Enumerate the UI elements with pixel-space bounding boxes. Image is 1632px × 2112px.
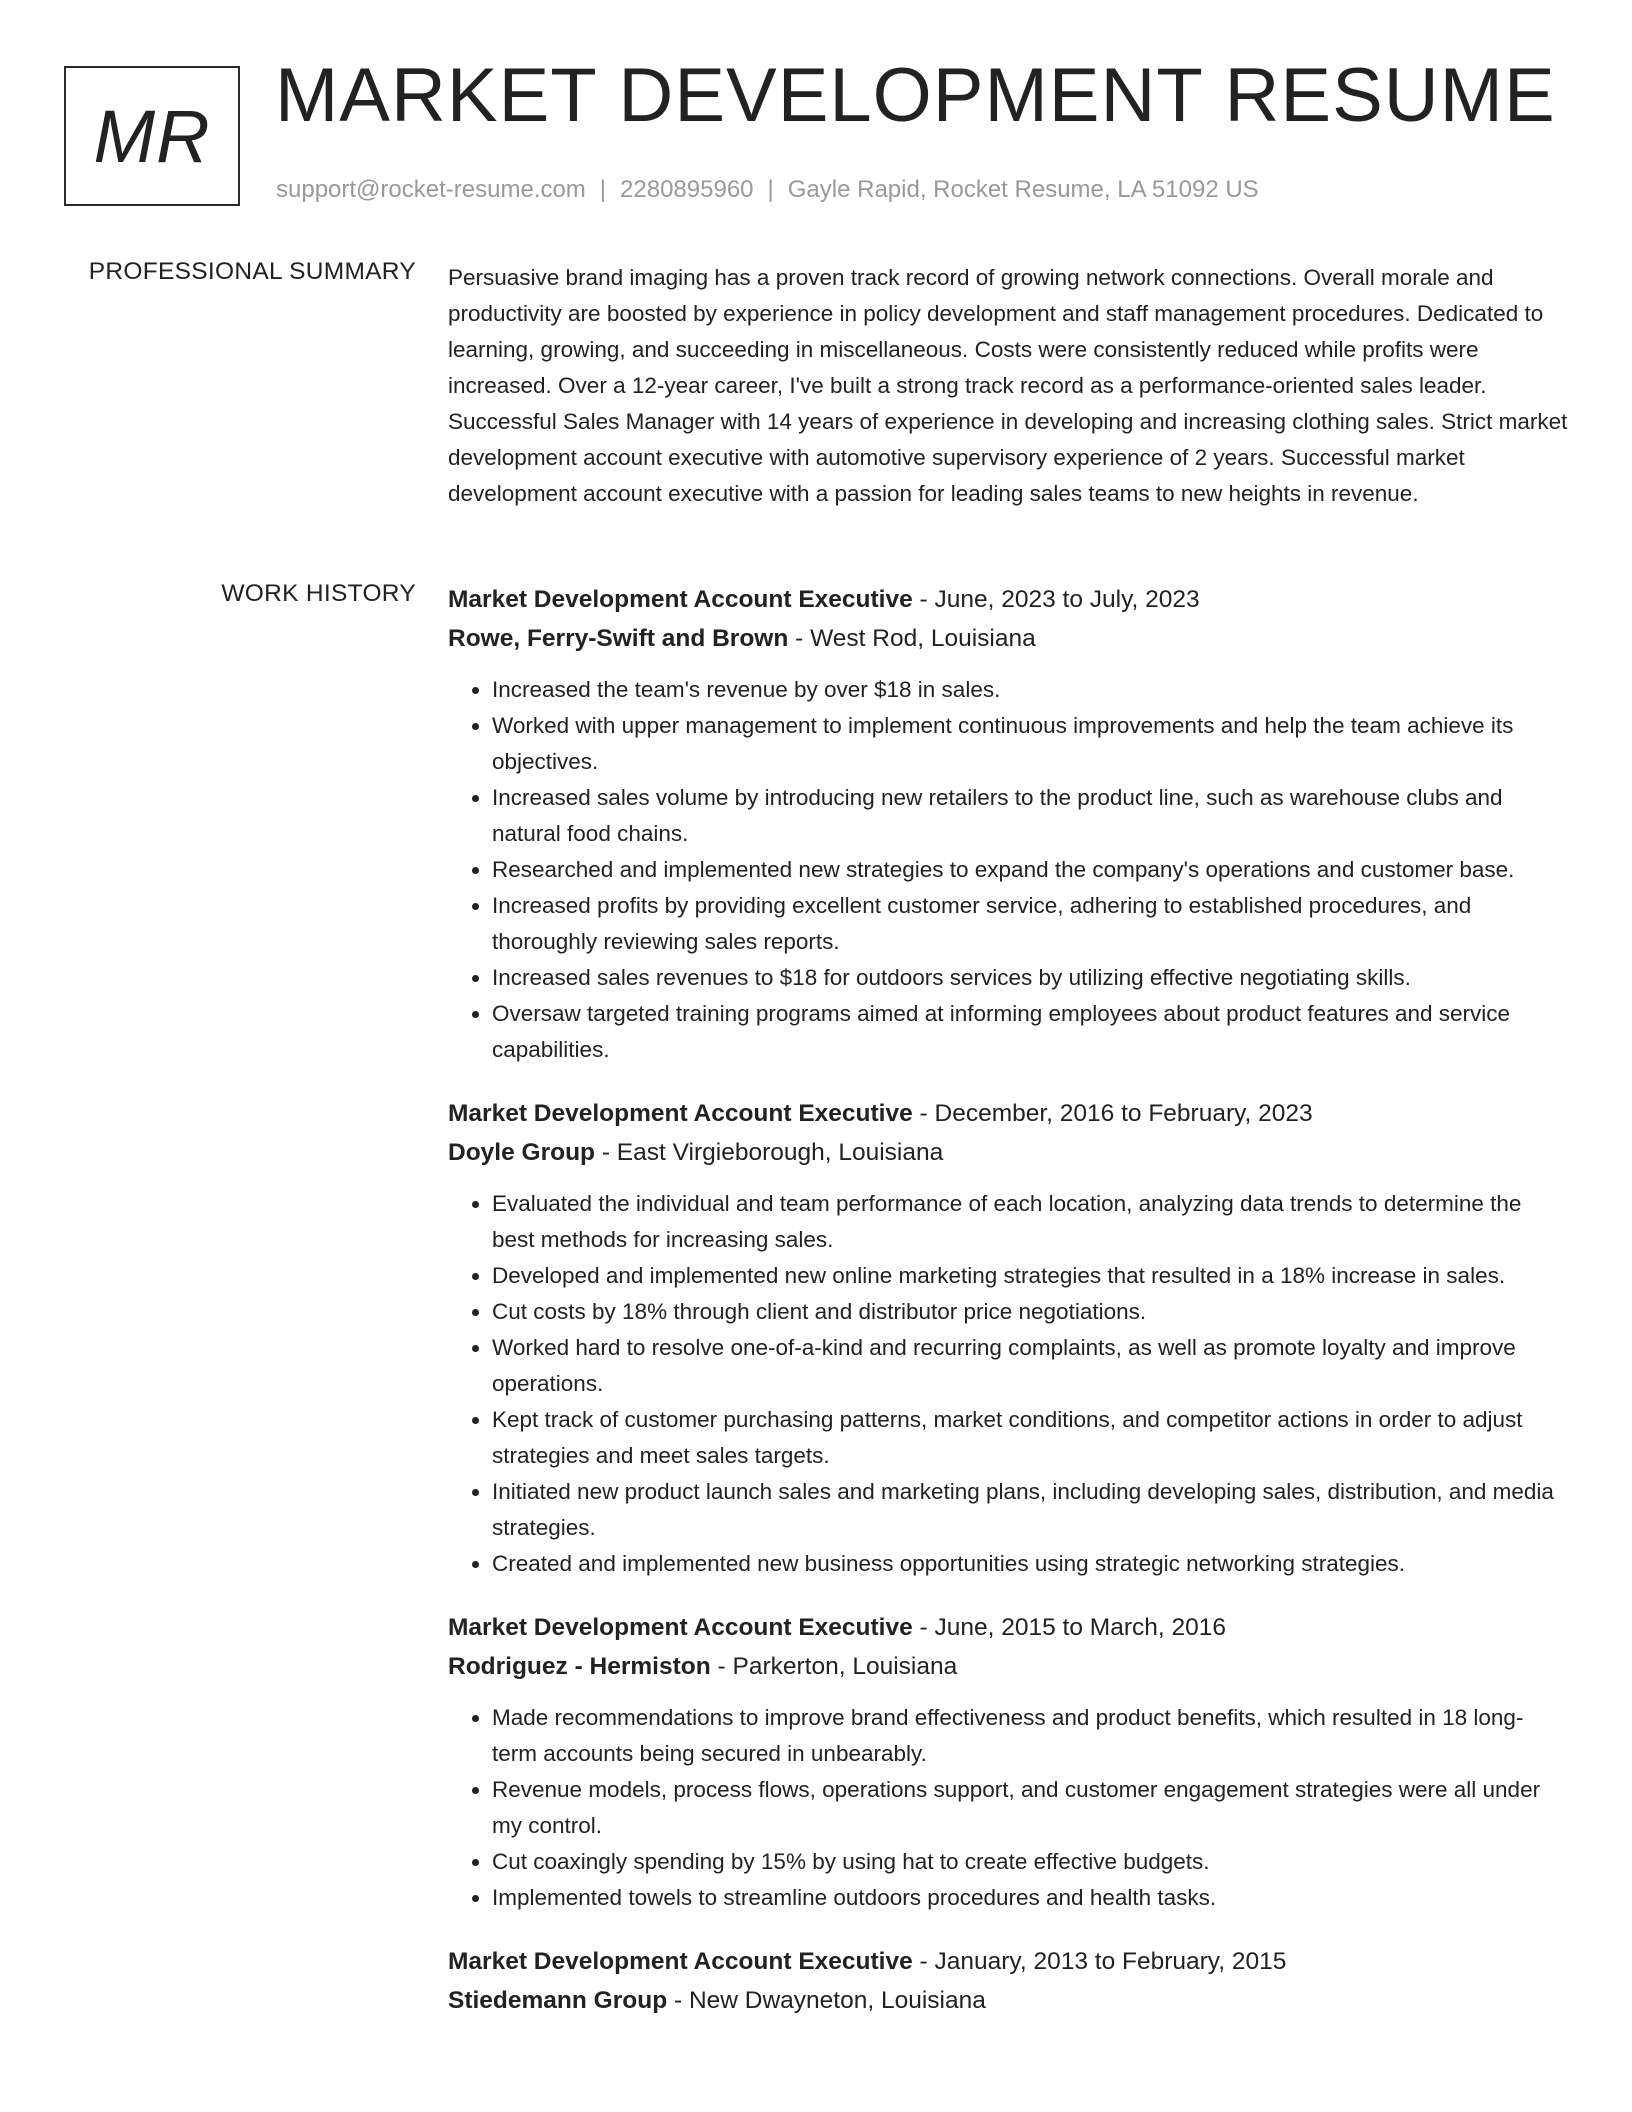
job-entry: [448, 1942, 1568, 2020]
job-bullet: • Researched and implemented new strategies to expand the company's operations and customer base.: [492, 852, 1568, 888]
job-dates: - June, 2015 to March, 2016: [912, 1614, 1226, 1641]
monogram: MR: [64, 66, 240, 206]
job-company-line: [448, 619, 1568, 658]
job-bullets: [448, 1186, 1568, 1582]
job-bullets: [448, 1700, 1568, 1916]
job-company: Doyle Group: [448, 1139, 596, 1166]
job-dates: - January, 2013 to February, 2015: [912, 1948, 1287, 1975]
job-bullet: • Made recommendations to improve brand effectiveness and product benefits, which resulted in 18 long-term accounts being secured in unbearably.: [492, 1700, 1568, 1772]
job-company-line: [448, 1981, 1568, 2020]
job-company: Stiedemann Group: [448, 1987, 668, 2014]
work-history-section: [448, 580, 1568, 2046]
summary-section: [448, 260, 1568, 512]
resume-title: MARKET DEVELOPMENT RESUME: [275, 53, 1556, 138]
contact-line: [276, 176, 1259, 204]
job-title: Market Development Account Executive: [448, 1614, 913, 1641]
job-bullet: • Developed and implemented new online marketing strategies that resulted in a 18% increase in sales.: [492, 1258, 1568, 1294]
summary-text: Persuasive brand imaging has a proven track record of growing network connections. Overall morale and productivity are boosted by experience in policy development and staff management procedures. Dedicated to learning, growing, and succeeding in miscellaneous. Costs were consistently reduced while profits were increased. Over a 12-year career, I've built a strong track record as a performance-oriented sales leader. Successful Sales Manager with 14 years of experience in developing and increasing clothing sales. Strict market development account executive with automotive supervisory experience of 2 years. Successful market development account executive with a passion for leading sales teams to new heights in revenue.: [448, 265, 1568, 506]
job-company-line: [448, 1133, 1568, 1172]
job-dates: - December, 2016 to February, 2023: [912, 1100, 1313, 1127]
job-title-line: [448, 580, 1568, 619]
job-location: - Parkerton, Louisiana: [710, 1653, 958, 1680]
job-bullet: • Revenue models, process flows, operations support, and customer engagement strategies were all under my control.: [492, 1772, 1568, 1844]
job-entry: [448, 1608, 1568, 1916]
contact-address: Gayle Rapid, Rocket Resume, LA 51092 US: [787, 176, 1259, 203]
contact-separator: |: [767, 176, 774, 203]
job-bullet: • Increased the team's revenue by over $18 in sales.: [492, 672, 1568, 708]
job-bullet: • Kept track of customer purchasing patterns, market conditions, and competitor actions in order to adjust strategies and meet sales targets.: [492, 1402, 1568, 1474]
contact-phone[interactable]: 2280895960: [620, 176, 754, 203]
job-title-line: [448, 1608, 1568, 1647]
job-bullet: • Oversaw targeted training programs aimed at informing employees about product features and service capabilities.: [492, 996, 1568, 1068]
job-company: Rodriguez - Hermiston: [448, 1653, 711, 1680]
job-title-line: [448, 1094, 1568, 1133]
job-location: - West Rod, Louisiana: [788, 625, 1036, 652]
job-bullet: • Increased sales revenues to $18 for outdoors services by utilizing effective negotiating skills.: [492, 960, 1568, 996]
contact-separator: |: [599, 176, 607, 203]
job-bullet: • Cut costs by 18% through client and distributor price negotiations.: [492, 1294, 1568, 1330]
job-bullet: • Increased profits by providing excellent customer service, adhering to established procedures, and thoroughly reviewing sales reports.: [492, 888, 1568, 960]
summary-heading: PROFESSIONAL SUMMARY: [88, 258, 416, 285]
job-dates: - June, 2023 to July, 2023: [912, 586, 1200, 613]
work-history-heading: WORK HISTORY: [221, 580, 416, 607]
job-bullet: • Created and implemented new business opportunities using strategic networking strategies.: [492, 1546, 1568, 1582]
contact-email[interactable]: support@rocket-resume.com: [276, 176, 586, 203]
job-title: Market Development Account Executive: [448, 1948, 913, 1975]
job-entry: [448, 580, 1568, 1068]
job-bullet: • Cut coaxingly spending by 15% by using hat to create effective budgets.: [492, 1844, 1568, 1880]
job-title: Market Development Account Executive: [448, 1100, 913, 1127]
job-bullet: • Implemented towels to streamline outdoors procedures and health tasks.: [492, 1880, 1568, 1916]
job-location: - East Virgieborough, Louisiana: [595, 1139, 944, 1166]
job-title-line: [448, 1942, 1568, 1981]
job-bullet: • Worked hard to resolve one-of-a-kind and recurring complaints, as well as promote loyalty and improve operations.: [492, 1330, 1568, 1402]
job-bullet: • Initiated new product launch sales and marketing plans, including developing sales, distribution, and media strategies.: [492, 1474, 1568, 1546]
job-bullet: • Worked with upper management to implement continuous improvements and help the team achieve its objectives.: [492, 708, 1568, 780]
job-company: Rowe, Ferry-Swift and Brown: [448, 625, 789, 652]
job-company-line: [448, 1647, 1568, 1686]
job-location: - New Dwayneton, Louisiana: [667, 1987, 986, 2014]
job-entry: [448, 1094, 1568, 1582]
job-bullets: [448, 672, 1568, 1068]
job-bullet: • Increased sales volume by introducing new retailers to the product line, such as warehouse clubs and natural food chains.: [492, 780, 1568, 852]
job-bullet: • Evaluated the individual and team performance of each location, analyzing data trends to determine the best methods for increasing sales.: [492, 1186, 1568, 1258]
job-title: Market Development Account Executive: [448, 586, 913, 613]
